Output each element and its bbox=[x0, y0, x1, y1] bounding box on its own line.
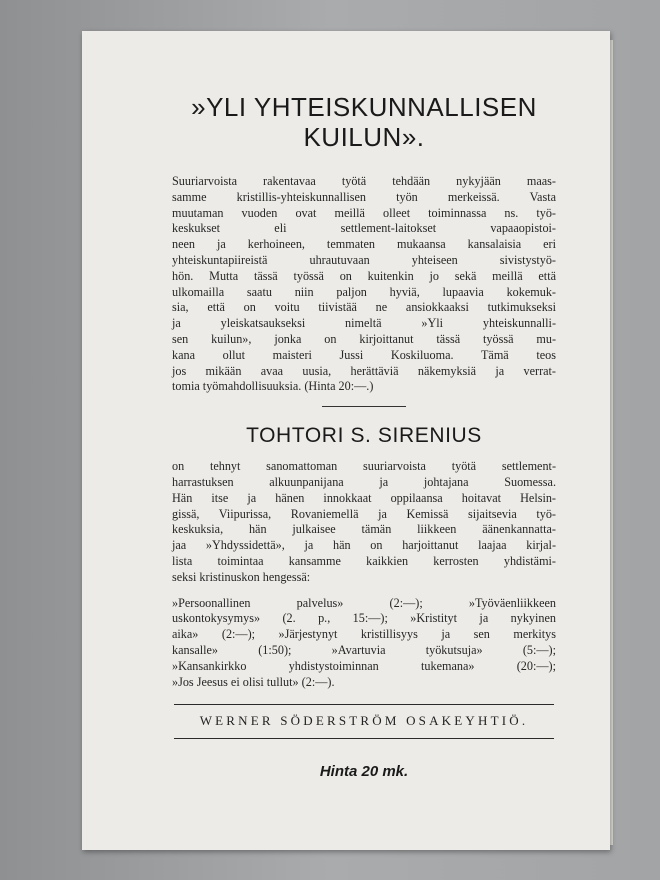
publisher-rule-bottom bbox=[174, 738, 554, 739]
price-label: Hinta 20 mk. bbox=[319, 763, 409, 781]
main-heading-line: »YLI YHTEISKUNNALLISEN bbox=[191, 92, 537, 122]
text-line: harrastuksen alkuunpanijana ja johtajana Suomessa. bbox=[172, 474, 556, 489]
works-line: »Persoonallinen palvelus» (2:—); »Työväenliikkeen bbox=[172, 595, 556, 610]
text-line: keskuksia, hän julkaisee tämän liikkeen äänenkannatta- bbox=[172, 522, 556, 537]
text-line: sen kuilun», jonka on kirjoittanut tässä työssä mu- bbox=[172, 331, 556, 346]
text-line: jaa »Yhdyssidettä», ja hän on harjoittanut laajaa kirjal- bbox=[172, 538, 556, 553]
text-line: samme kristillis-yhteiskunnallisen työn merkeissä. Vasta bbox=[172, 189, 556, 204]
text-line: jos mikään avaa uusia, herättäviä näkemyksiä ja verrat- bbox=[172, 363, 556, 378]
main-heading bbox=[172, 92, 556, 152]
main-heading-line: KUILUN». bbox=[303, 122, 425, 152]
text-line: seksi kristinuskon hengessä: bbox=[172, 569, 311, 584]
works-line: »Kansankirkko yhdistystoiminnan tukemana» (20:—); bbox=[172, 658, 556, 673]
cover-text bbox=[172, 92, 556, 780]
works-line: »Jos Jeesus ei olisi tullut» (2:—). bbox=[172, 674, 335, 689]
text-line: sia, että on voitu tiivistää ne ansiokkaaksi tutkimukseksi bbox=[172, 300, 556, 315]
works-line: aika» (2:—); »Järjestynyt kristillisyys ja sen merkitys bbox=[172, 627, 556, 642]
works-line: uskontokysymys» (2. p., 15:—); »Kristityt ja nykyinen bbox=[172, 611, 556, 626]
works-line: kansalle» (1:50); »Avartuvia työkutsuja» (5:—); bbox=[172, 642, 556, 657]
text-line: tomia työmahdollisuuksia. (Hinta 20:—.) bbox=[172, 379, 374, 394]
text-line: Suuriarvoista rakentavaa työtä tehdään nykyjään maas- bbox=[172, 174, 556, 188]
text-line: lista toimintaa kansamme kaikkien kerrosten yhdistämi- bbox=[172, 553, 556, 568]
author-heading: TOHTORI S. SIRENIUS bbox=[246, 424, 482, 448]
text-line: muutaman vuoden ovat meillä olleet toiminnassa ns. työ- bbox=[172, 205, 556, 220]
text-line: yhteiskuntapiireistä uhrautuvaan yhteiseen sivistystyö- bbox=[172, 252, 556, 267]
author-description bbox=[172, 459, 556, 585]
text-line: hön. Mutta tässä työssä on kuitenkin jo sekä meillä että bbox=[172, 268, 556, 283]
text-line: ja yleiskatsaukseksi nimeltä »Yli yhteiskunnalli- bbox=[172, 316, 556, 331]
text-line: on tehnyt sanomattoman suuriarvoista työtä settlement- bbox=[172, 459, 556, 474]
text-line: gissä, Viipurissa, Rovaniemellä ja Kemissä sijaitsevia työ- bbox=[172, 506, 556, 521]
text-line: Hän itse ja hänen innokkaat oppilaansa hoitavat Helsin- bbox=[172, 490, 556, 505]
text-line: keskukset eli settlement-laitokset vapaaopistoi- bbox=[172, 221, 556, 236]
book-description bbox=[172, 174, 556, 395]
publisher-rule-top bbox=[174, 704, 554, 705]
text-line: neen ja kerhoineen, temmaten mukaansa kansalaisia eri bbox=[172, 237, 556, 252]
section-divider bbox=[322, 406, 406, 407]
works-list bbox=[172, 596, 556, 691]
publisher-name: WERNER SÖDERSTRÖM OSAKEYHTIÖ. bbox=[199, 713, 529, 729]
text-line: ulkomailla saatu niin paljon hyviä, lupaavia kokemuk- bbox=[172, 284, 556, 299]
text-line: kana ollut maisteri Jussi Koskiluoma. Tämä teos bbox=[172, 347, 556, 362]
